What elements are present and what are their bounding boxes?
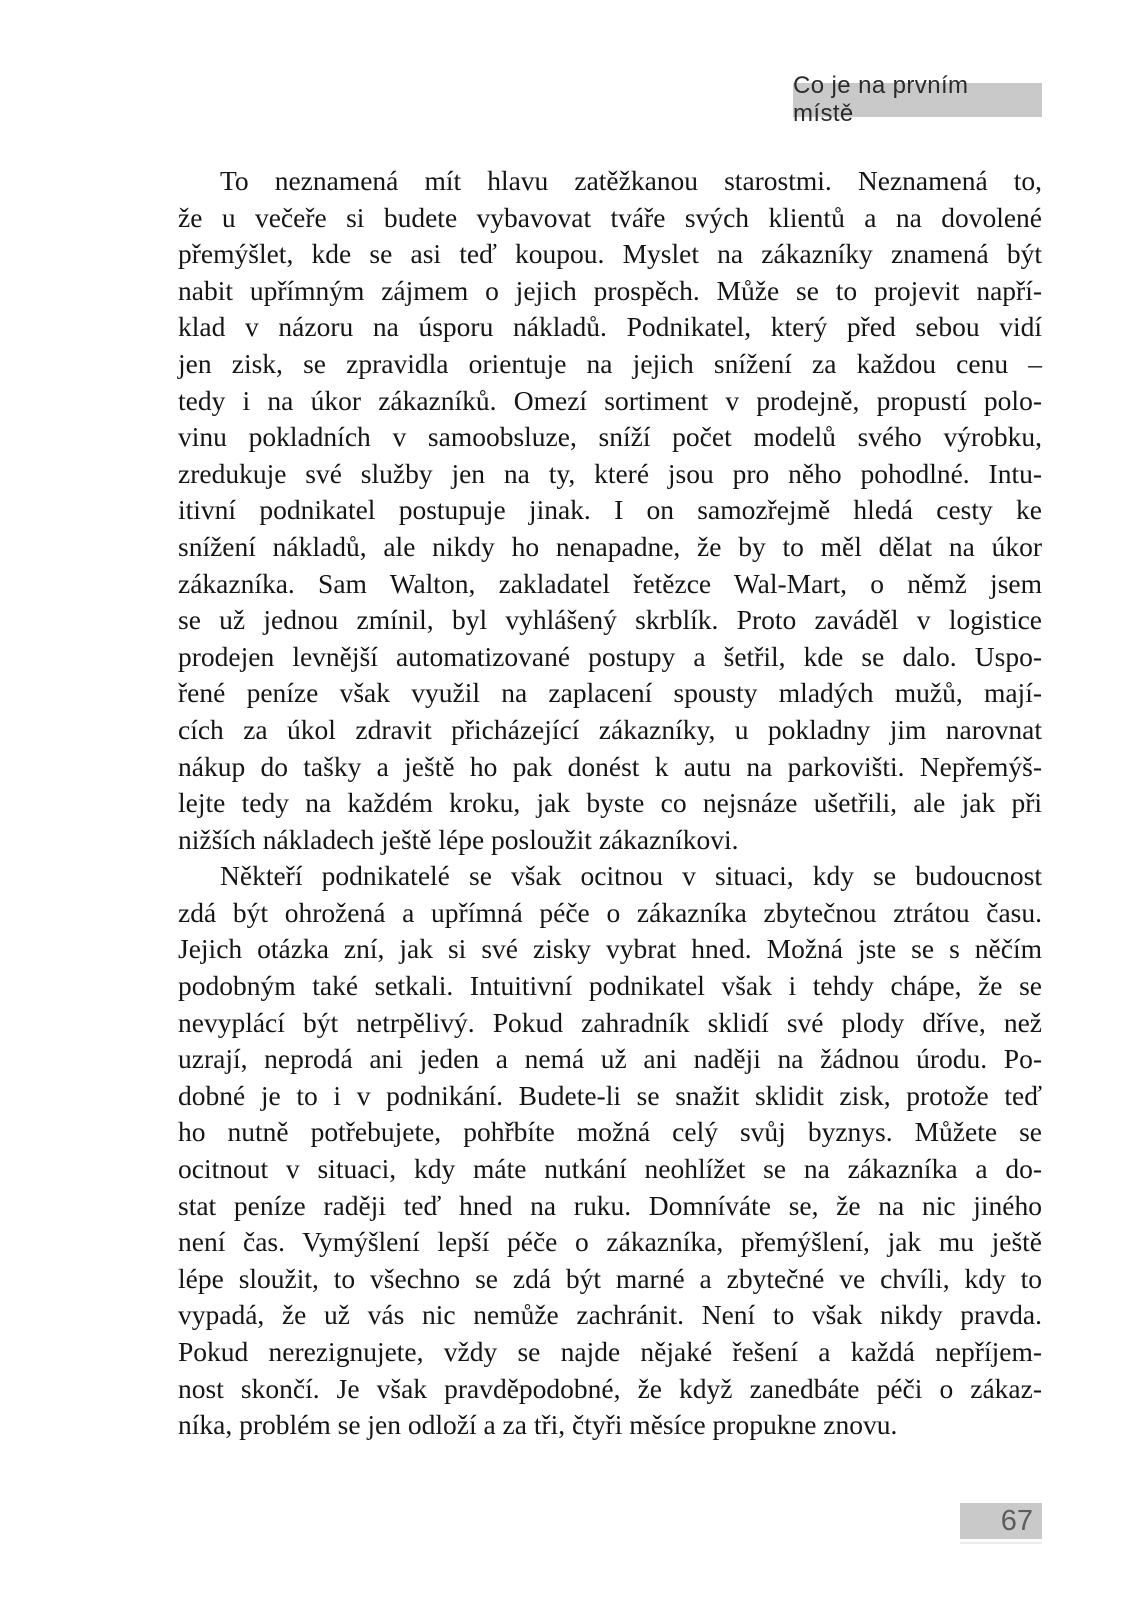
- text-line: itivní podnikatel postupuje jinak. I on samozřejmě hledá cesty ke: [178, 494, 1042, 526]
- running-header: [793, 72, 1042, 127]
- text-line: podobným také setkali. Intuitivní podnikatel však i tehdy chápe, že se: [178, 970, 1042, 1002]
- body-text: [178, 163, 1042, 1444]
- text-line: nákup do tašky a ještě ho pak donést k autu na parkovišti. Nepřemýš-: [178, 750, 1042, 782]
- text-line: snížení nákladů, ale nikdy ho nenapadne, že by to měl dělat na úkor: [178, 530, 1042, 562]
- text-line: nost skončí. Je však pravděpodobné, že když zanedbáte péči o zákaz-: [178, 1372, 1042, 1404]
- text-line: klad v názoru na úsporu nákladů. Podnikatel, který před sebou vidí: [178, 311, 1042, 343]
- text-line: řené peníze však využil na zaplacení spousty mladých mužů, mají-: [178, 677, 1042, 709]
- text-line: níka, problém se jen odloží a za tři, čtyři měsíce propukne znovu.: [178, 1409, 898, 1441]
- text-line: nabit upřímným zájmem o jejich prospěch. Může se to projevit napří-: [178, 274, 1042, 306]
- text-line: zdá být ohrožená a upřímná péče o zákazníka zbytečnou ztrátou času.: [178, 896, 1042, 928]
- paragraph: [178, 858, 1042, 1444]
- text-line: zákazníka. Sam Walton, zakladatel řetězce Wal-Mart, o němž jsem: [178, 567, 1042, 599]
- text-line: že u večeře si budete vybavovat tváře svých klientů a na dovolené: [178, 201, 1042, 233]
- paragraph: [178, 163, 1042, 858]
- running-header-label: Co je na prvním místě: [793, 72, 969, 127]
- text-line: prodejen levnější automatizované postupy a šetřil, kde se dalo. Uspo-: [178, 640, 1042, 672]
- text-line: vypadá, že už vás nic nemůže zachránit. Není to však nikdy pravda.: [178, 1299, 1042, 1331]
- page-number-badge: [960, 1503, 1042, 1539]
- text-line: tedy i na úkor zákazníků. Omezí sortiment v prodejně, propustí polo-: [178, 384, 1042, 416]
- text-line: zredukuje své služby jen na ty, které jsou pro něho pohodlné. Intu-: [178, 457, 1042, 489]
- text-line: stat peníze raději teď hned na ruku. Domníváte se, že na nic jiného: [178, 1189, 1042, 1221]
- text-line: uzrají, neprodá ani jeden a nemá už ani naději na žádnou úrodu. Po-: [178, 1043, 1042, 1075]
- text-line: ho nutně potřebujete, pohřbíte možná celý svůj byznys. Můžete se: [178, 1116, 1042, 1148]
- text-line: To neznamená mít hlavu zatěžkanou starostmi. Neznamená to,: [220, 165, 1042, 196]
- text-line: nevyplácí být netrpělivý. Pokud zahradník sklidí své plody dříve, než: [178, 1006, 1042, 1038]
- page-number-badge-shadow: [960, 1542, 1042, 1544]
- text-line: cích za úkol zdravit přicházející zákazníky, u pokladny jim narovnat: [178, 713, 1042, 745]
- page-number: 67: [1000, 1504, 1033, 1537]
- text-line: lejte tedy na každém kroku, jak byste co nejsnáze ušetřili, ale jak při: [178, 787, 1042, 819]
- text-line: přemýšlet, kde se asi teď koupou. Myslet na zákazníky znamená být: [178, 238, 1042, 270]
- text-line: lépe sloužit, to všechno se zdá být marné a zbytečné ve chvíli, kdy to: [178, 1262, 1042, 1294]
- text-line: není čas. Vymýšlení lepší péče o zákazníka, přemýšlení, jak mu ještě: [178, 1226, 1042, 1258]
- text-line: vinu pokladních v samoobsluze, sníží počet modelů svého výrobku,: [178, 421, 1042, 453]
- text-line: nižších nákladech ještě lépe posloužit zákazníkovi.: [178, 823, 739, 855]
- text-line: se už jednou zmínil, byl vyhlášený skrblík. Proto zaváděl v logistice: [178, 604, 1042, 636]
- text-line: Pokud nerezignujete, vždy se najde nějaké řešení a každá nepříjem-: [178, 1336, 1042, 1367]
- text-line: jen zisk, se zpravidla orientuje na jejich snížení za každou cenu –: [178, 347, 1042, 379]
- text-line: ocitnout v situaci, kdy máte nutkání neohlížet se na zákazníka a do-: [178, 1153, 1042, 1185]
- text-line: dobné je to i v podnikání. Budete-li se snažit sklidit zisk, protože teď: [178, 1079, 1042, 1111]
- text-line: Někteří podnikatelé se však ocitnou v situaci, kdy se budoucnost: [220, 860, 1042, 892]
- text-line: Jejich otázka zní, jak si své zisky vybrat hned. Možná jste se s něčím: [178, 933, 1042, 965]
